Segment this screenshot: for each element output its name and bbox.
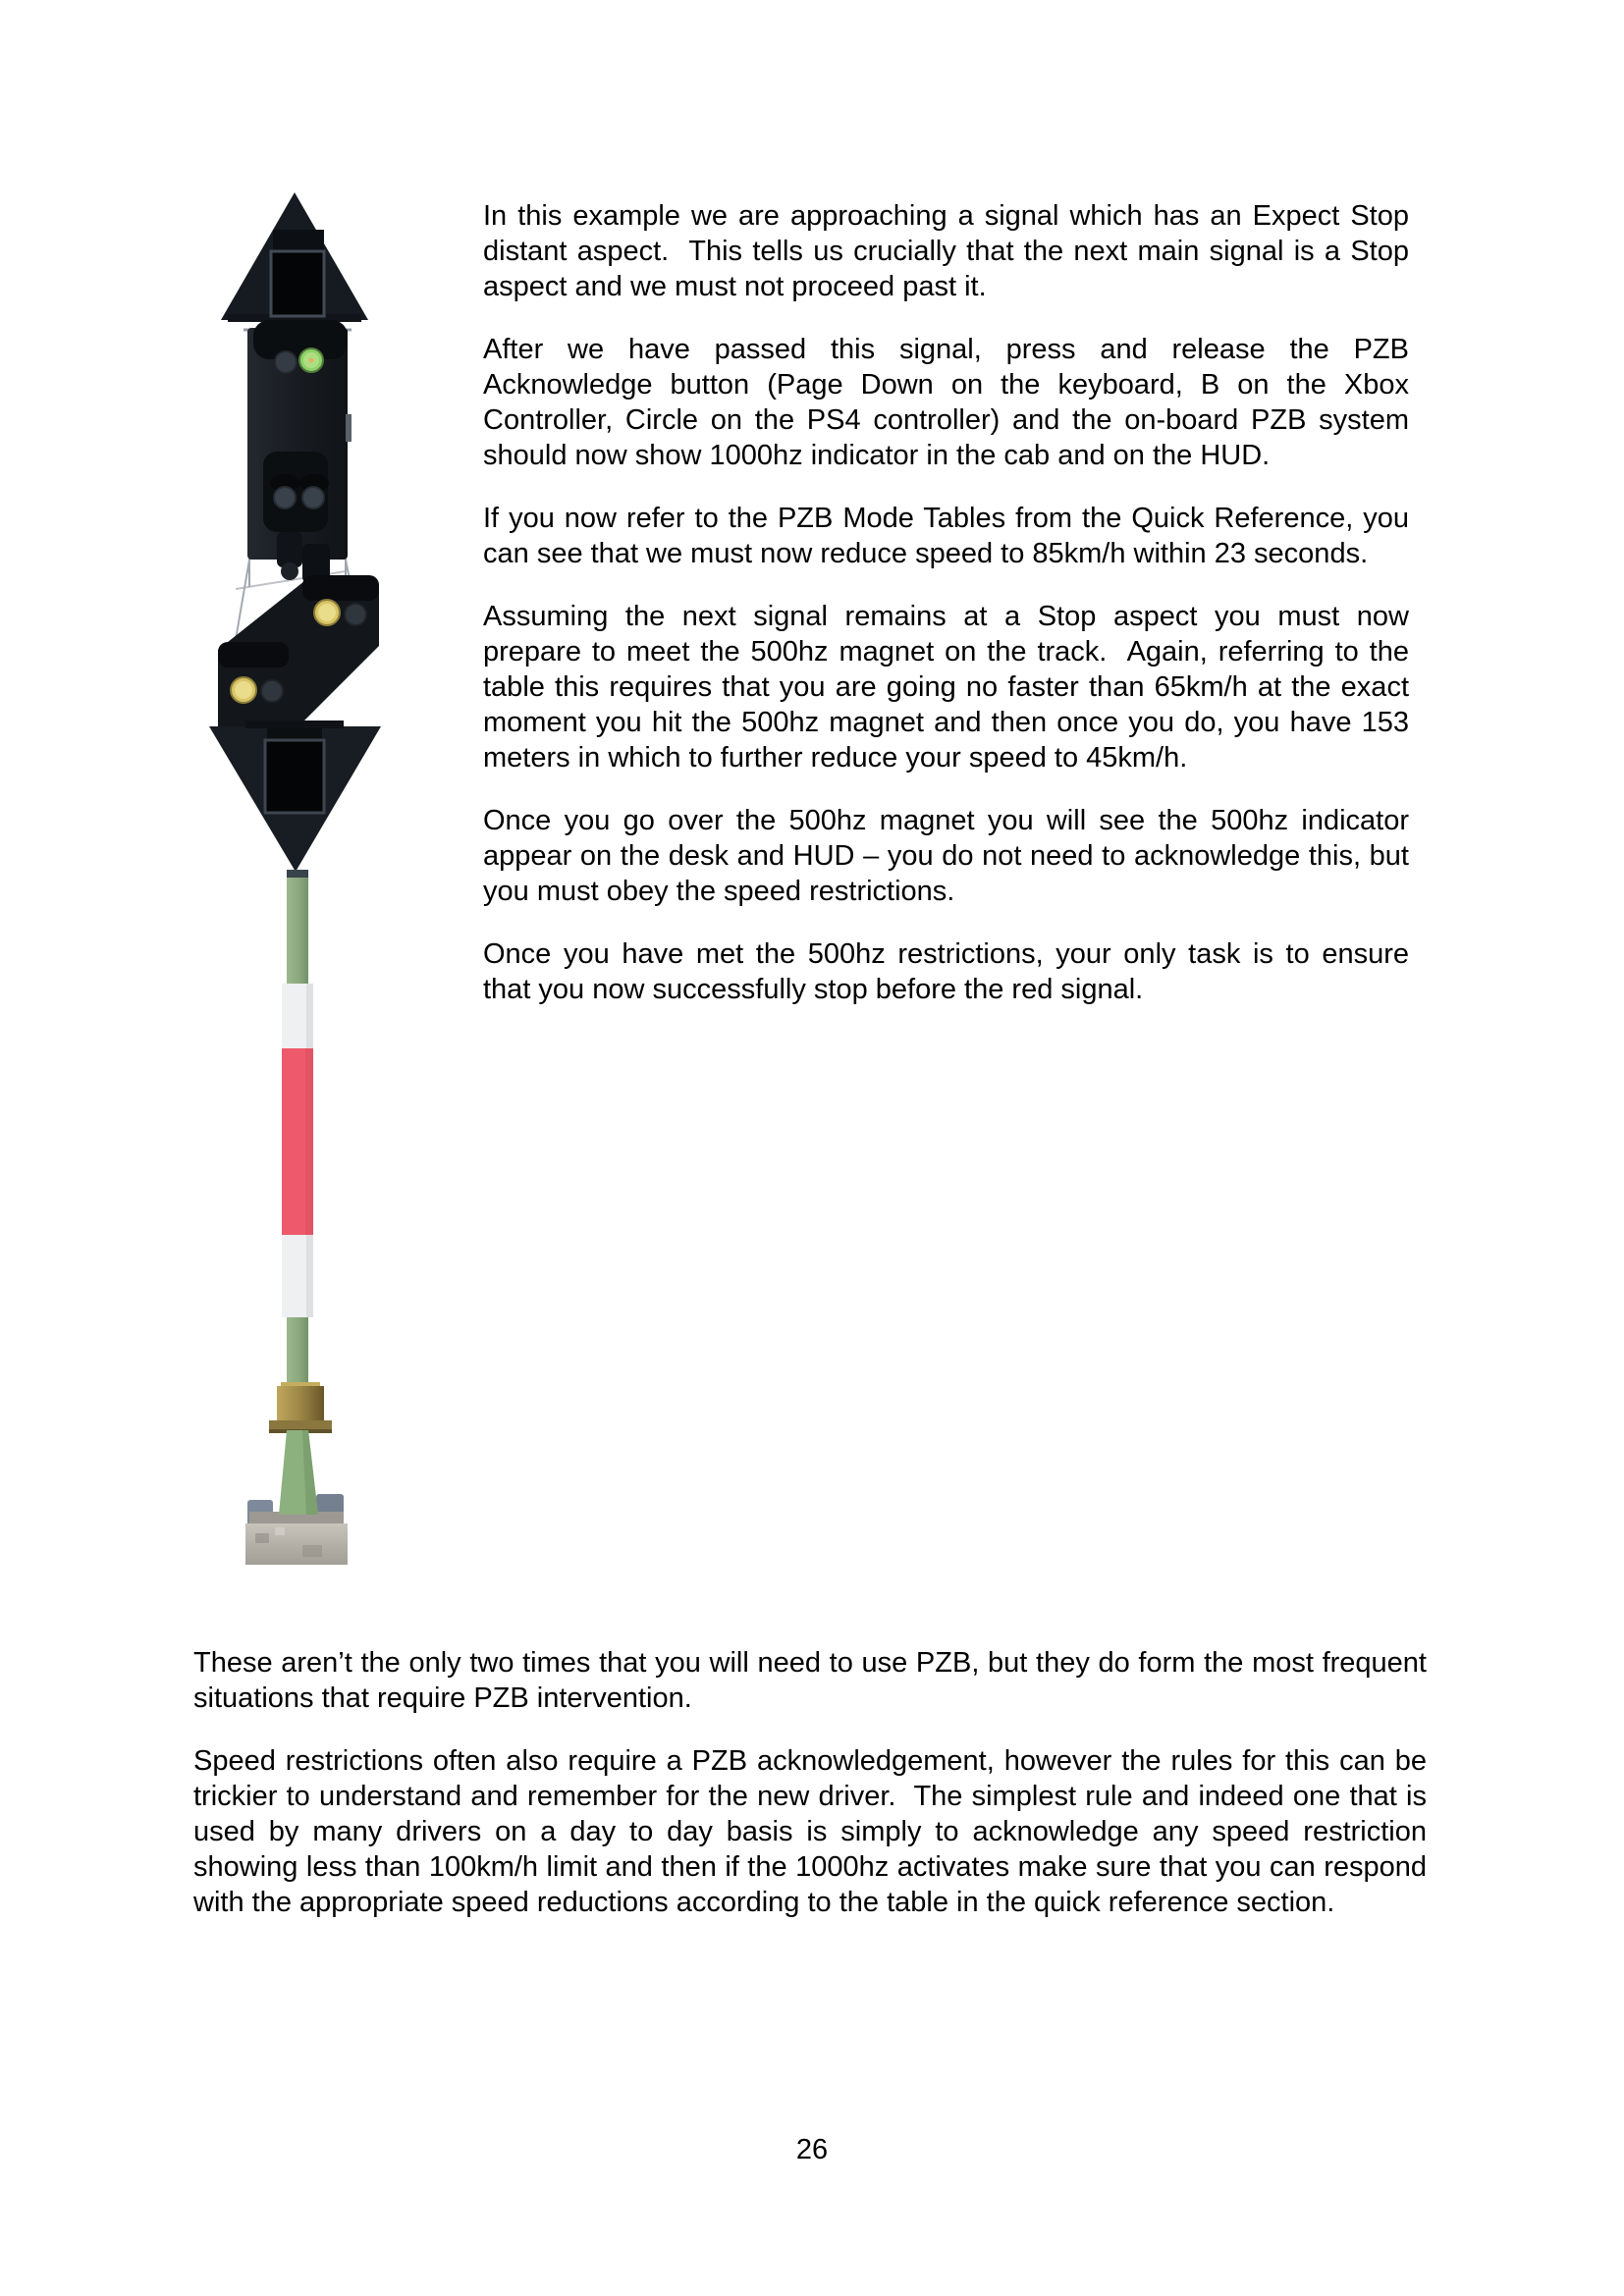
paragraph-mode-tables: If you now refer to the PZB Mode Tables from the Quick Reference, you can see that we must now reduce speed to 85km/h within 23 seconds. (483, 503, 1418, 569)
body-side-bracket (346, 414, 352, 442)
paragraph-stop-before-red: Once you have met the 500hz restrictions, your only task is to ensure that you now successfully stop before the red signal. (483, 938, 1418, 1005)
paragraph-expect-stop: In this example we are approaching a signal which has an Expect Stop distant aspect. This tells us crucially that the next main signal is a Stop aspect and we must not proceed past it. (483, 200, 1418, 302)
signal-post-lower (287, 1317, 308, 1386)
signal-post-upper (287, 878, 308, 986)
paragraph-frequent-situations: These aren’t the only two times that you will need to use PZB, but they do form the most frequent situations that require PZB intervention. (193, 1647, 1435, 1714)
signal-head-lower (263, 452, 329, 532)
unlit-lamp (261, 680, 283, 702)
paragraph-500hz-indicator: Once you go over the 500hz magnet you will see the 500hz indicator appear on the desk and HUD – you do not need to acknowledge this, but you must obey the speed restrictions. (483, 805, 1418, 907)
distant-signal-board (209, 721, 381, 872)
bottom-text-block (193, 1645, 1435, 1948)
yellow-lamp-lower-core (235, 681, 252, 699)
yellow-lamp-upper-core (318, 604, 336, 621)
post-bands (282, 984, 313, 1317)
paragraph-acknowledge: After we have passed this signal, press and release the PZB Acknowledge button (Page Down on the keyboard, B on the Xbox Controller, Circle on the PS4 controller) and the on-board PZB system should now show 1000hz indicator in the cab and on the HUD. (483, 334, 1418, 471)
unlit-lamp (274, 487, 296, 508)
text-column (483, 198, 1418, 1035)
page-number: 26 (795, 2134, 829, 2165)
distant-signal-image (137, 128, 412, 1610)
signal-figure (137, 128, 412, 1610)
unlit-lamp (275, 351, 297, 373)
paragraph-500hz-magnet: Assuming the next signal remains at a Stop aspect you must now prepare to meet the 500hz magnet on the track. Again, referring to the table this requires that you are going no faster than 65km/h at the exact moment you hit the 500hz magnet and then once you do, you have 153 meters in which to further reduce your speed to 45km/h. (483, 601, 1418, 774)
unlit-lamp (302, 487, 324, 508)
concrete-foundation (245, 1512, 348, 1565)
top-triangle-board (221, 192, 368, 322)
paragraph-speed-restrictions: Speed restrictions often also require a PZB acknowledgement, however the rules for this can be trickier to understand and remember for the new driver. The simplest rule and indeed one that is used by many drivers on a day to day basis is simply to acknowledge any speed restriction showing less than 100km/h limit and then if the 1000hz activates make sure that you can respond with the appropriate speed reductions according to the table in the quick reference section. (193, 1745, 1435, 1918)
unlit-lamp (345, 604, 366, 625)
brass-junction-box (269, 1382, 332, 1433)
